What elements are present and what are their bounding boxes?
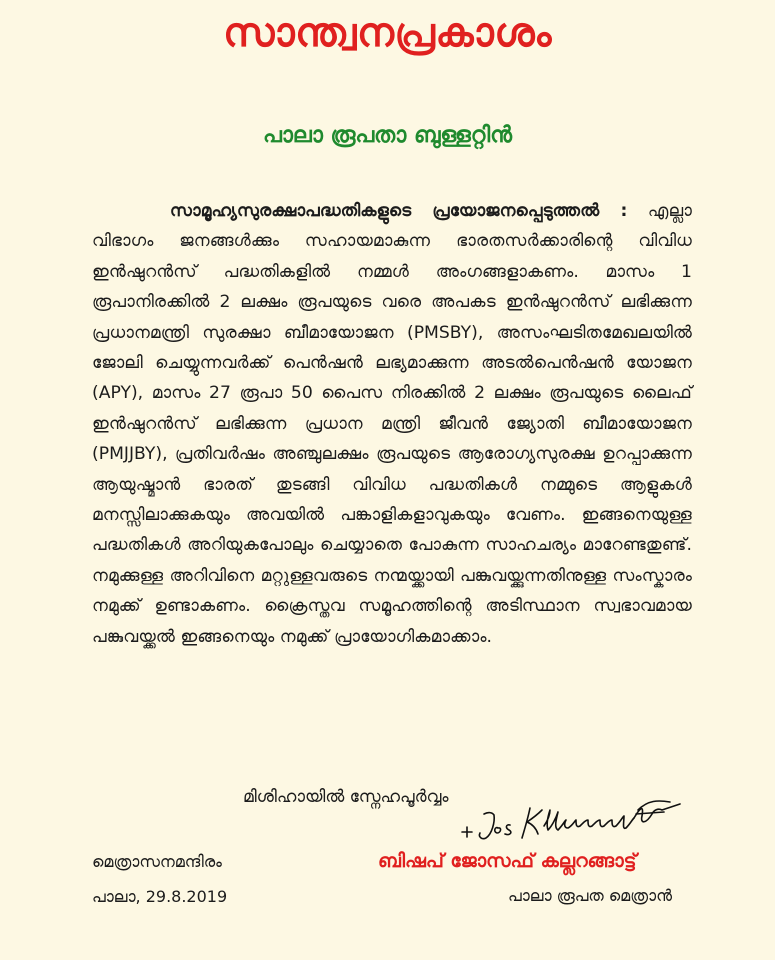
page-title: സാന്ത്വനപ്രകാശം xyxy=(223,10,552,56)
signatory-title: പാലാ രൂപത മെത്രാൻ xyxy=(508,886,672,905)
signatory-name: ബിഷപ് ജോസഫ് കല്ലറങ്ങാട്ട് xyxy=(378,850,637,872)
handwritten-signature xyxy=(458,790,688,848)
bulletin-subtitle: പാലാ രൂപതാ ബുള്ളറ്റിൻ xyxy=(262,123,513,148)
body-text: എല്ലാ വിഭാഗം ജനങ്ങൾക്കും സഹായമാകുന്ന ഭാരതസർക്കാരിന്റെ വിവിധ ഇൻഷുറൻസ് പദ്ധതികളിൽ നമ്മൾ അംഗങ്ങളാകണം. മാസം 1 രൂപാനിരക്കിൽ 2 ലക്ഷം രൂപയുടെ വരെ അപകട ഇൻഷുറൻസ് ലഭിക്കുന്ന പ്രധാനമന്ത്രി സുരക്ഷാ ബീമായോജന (PMSBY), അസംഘടിതമേഖലയിൽ ജോലി ചെയ്യുന്നവർക്ക് പെൻഷൻ ലഭ്യമാക്കുന്ന അടൽപെൻഷൻ യോജന (APY), മാസം 27 രൂപാ 50 പൈസ നിരക്കിൽ 2 ലക്ഷം രൂപയുടെ ലൈഫ് ഇൻഷുറൻസ് ലഭിക്കുന്ന പ്രധാന മന്ത്രി ജീവൻ ജ്യോതി ബീമായോജന (PMJJBY), പ്രതിവർഷം അഞ്ചുലക്ഷം രൂപയുടെ ആരോഗ്യസുരക്ഷ ഉറപ്പാക്കുന്ന ആയുഷ്മാൻ ഭാരത് തുടങ്ങി വിവിധ പദ്ധതികൾ നമ്മുടെ ആളുകൾ മനസ്സിലാക്കുകയും അവയിൽ പങ്കാളികളാവുകയും വേണം. ഇങ്ങനെയുള്ള പദ്ധതികൾ അറിയുകപോലും ചെയ്യാതെ പോകുന്ന സാഹചര്യം മാറേണ്ടതുണ്ട്. നമുക്കുള്ള അറിവിനെ മറ്റുള്ളവരുടെ നന്മയ്ക്കായി പങ്കുവയ്ക്കുന്നതിനുള്ള സംസ്കാരം നമുക്ക് ഉണ്ടാകണം. ക്രൈസ്തവ സമൂഹത്തിന്റെ അടിസ്ഥാന സ്വഭാവമായ പങ്കുവയ്ക്കൽ ഇങ്ങനെയും നമുക്ക് പ്രായോഗികമാക്കാം. xyxy=(92,201,692,647)
place-date: പാലാ, 29.8.2019 xyxy=(92,887,228,906)
body-lead-heading: സാമൂഹ്യസുരക്ഷാപദ്ധതികളുടെ പ്രയോജനപ്പെടുത്തൽ : xyxy=(170,201,628,221)
issuing-office: മെത്രാസനമന്ദിരം xyxy=(92,852,222,871)
closing-salutation: മിശിഹായിൽ സ്നേഹപൂർവ്വം xyxy=(243,787,449,807)
body-paragraph xyxy=(92,196,692,652)
